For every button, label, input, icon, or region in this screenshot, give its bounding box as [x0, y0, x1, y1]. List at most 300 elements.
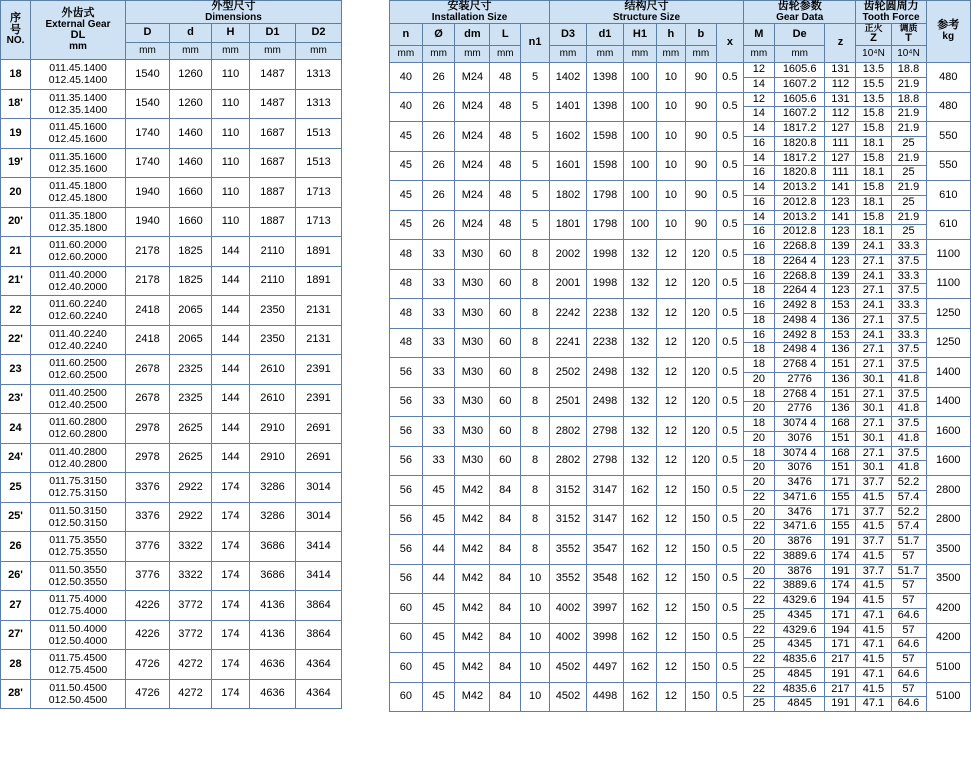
row-D1: 2910 [250, 443, 296, 473]
row-M-1: 18 [743, 358, 774, 373]
row-weight: 1600 [926, 417, 970, 447]
row-D1: 1887 [250, 178, 296, 208]
row-x: 0.5 [716, 564, 743, 594]
row-z-2: 112 [825, 77, 856, 92]
row-no: 22' [1, 325, 31, 355]
col-no-header [1, 1, 31, 60]
row-H1: 162 [624, 682, 657, 712]
row-hole-dia: 44 [422, 564, 455, 594]
row-x: 0.5 [716, 387, 743, 417]
row-force-normalize-2: 15.5 [856, 77, 891, 92]
row-force-quench-1: 33.3 [891, 240, 926, 255]
row-L: 84 [490, 505, 521, 535]
row-d1: 3547 [586, 535, 623, 565]
row-hole-dia: 26 [422, 181, 455, 211]
row-D2: 1313 [296, 60, 342, 90]
row-De-1: 3074 4 [774, 446, 825, 461]
row-dl-code-2: 012.60.2500 [48, 369, 108, 382]
row-z-2: 136 [825, 313, 856, 328]
col-n-header: n [390, 24, 423, 46]
row-z-1: 217 [825, 653, 856, 668]
col-quench-cn: 调质 [899, 23, 918, 34]
row-dl-codes [31, 591, 126, 621]
row-De-2: 4345 [774, 608, 825, 623]
row-dl-codes [31, 650, 126, 680]
row-b: 120 [685, 358, 716, 388]
row-force-quench-1: 52.2 [891, 476, 926, 491]
row-force-quench-2: 25 [891, 136, 926, 151]
row-n: 48 [390, 328, 423, 358]
row-force-normalize-1: 13.5 [856, 63, 891, 78]
row-weight: 550 [926, 122, 970, 152]
row-dm: M42 [455, 535, 490, 565]
row-D3: 1802 [549, 181, 586, 211]
row-b: 150 [685, 682, 716, 712]
row-n: 56 [390, 446, 423, 476]
row-M-1: 14 [743, 181, 774, 196]
row-force-quench-2: 64.6 [891, 638, 926, 653]
row-hole-dia: 33 [422, 417, 455, 447]
row-H1: 132 [624, 417, 657, 447]
row-b: 120 [685, 299, 716, 329]
row-force-normalize-2: 30.1 [856, 461, 891, 476]
table-row [390, 387, 971, 402]
row-force-normalize-2: 18.1 [856, 136, 891, 151]
row-dl-code-1: 011.60.2000 [49, 239, 107, 252]
row-dl-code-1: 011.60.2800 [49, 416, 107, 429]
row-z-1: 127 [825, 151, 856, 166]
row-M-1: 18 [743, 417, 774, 432]
row-n1: 5 [521, 210, 550, 240]
row-force-normalize-1: 27.1 [856, 387, 891, 402]
row-De-2: 2012.8 [774, 195, 825, 210]
row-D1: 3686 [250, 532, 296, 562]
row-D3: 2501 [549, 387, 586, 417]
row-force-quench-1: 33.3 [891, 269, 926, 284]
row-De-1: 3876 [774, 535, 825, 550]
row-z-1: 131 [825, 63, 856, 78]
row-hole-dia: 26 [422, 122, 455, 152]
row-force-quench-1: 57 [891, 623, 926, 638]
row-De-1: 3074 4 [774, 417, 825, 432]
table-row [390, 594, 971, 609]
table-row [390, 240, 971, 255]
row-h: 10 [656, 151, 685, 181]
row-force-quench-2: 37.5 [891, 284, 926, 299]
row-hole-dia: 33 [422, 358, 455, 388]
table-row [1, 89, 342, 119]
row-d1: 2238 [586, 328, 623, 358]
row-force-normalize-1: 15.8 [856, 210, 891, 225]
row-dl-code-1: 011.45.1800 [49, 180, 107, 193]
row-z-2: 151 [825, 461, 856, 476]
col-De-header: De [774, 24, 825, 46]
row-dl-code-1: 011.60.2500 [49, 357, 107, 370]
row-De-2: 1820.8 [774, 136, 825, 151]
row-d1: 1398 [586, 92, 623, 122]
gear-group-header [743, 1, 856, 24]
row-D: 4226 [126, 591, 170, 621]
row-h: 12 [656, 269, 685, 299]
gear-group-cn: 齿轮参数 [777, 0, 822, 12]
row-dl-code-1: 011.45.1400 [49, 62, 107, 75]
row-h: 12 [656, 682, 685, 712]
row-d1: 2798 [586, 446, 623, 476]
table-row [1, 473, 342, 503]
row-D1: 4636 [250, 679, 296, 709]
table-row [1, 502, 342, 532]
row-dl-code-2: 012.45.1600 [48, 133, 108, 146]
row-dl-code-1: 011.40.2800 [49, 445, 107, 458]
row-z-1: 171 [825, 476, 856, 491]
row-no: 23' [1, 384, 31, 414]
row-D2: 1891 [296, 266, 342, 296]
row-D: 2178 [126, 237, 170, 267]
row-weight: 3500 [926, 564, 970, 594]
col-d-header: d [170, 24, 212, 43]
row-M-1: 22 [743, 623, 774, 638]
row-D3: 4502 [549, 653, 586, 683]
row-z-2: 123 [825, 195, 856, 210]
row-D2: 4364 [296, 679, 342, 709]
row-De-2: 4845 [774, 697, 825, 712]
row-force-normalize-1: 24.1 [856, 269, 891, 284]
row-force-quench-2: 37.5 [891, 343, 926, 358]
row-weight: 1250 [926, 299, 970, 329]
row-h: 10 [656, 92, 685, 122]
row-dl-codes [31, 266, 126, 296]
row-D: 1940 [126, 178, 170, 208]
row-De-2: 3076 [774, 461, 825, 476]
row-dl-code-1: 011.35.1600 [49, 150, 107, 163]
row-D2: 2691 [296, 443, 342, 473]
row-x: 0.5 [716, 122, 743, 152]
col-x-header: x [716, 24, 743, 63]
row-hole-dia: 45 [422, 653, 455, 683]
row-n: 48 [390, 299, 423, 329]
row-L: 60 [490, 417, 521, 447]
row-n: 45 [390, 181, 423, 211]
row-H1: 132 [624, 387, 657, 417]
row-L: 60 [490, 328, 521, 358]
row-hole-dia: 26 [422, 210, 455, 240]
row-M-1: 14 [743, 151, 774, 166]
row-b: 90 [685, 151, 716, 181]
table-row [1, 591, 342, 621]
row-weight: 3500 [926, 535, 970, 565]
row-M-1: 16 [743, 299, 774, 314]
row-b: 90 [685, 210, 716, 240]
row-hole-dia: 33 [422, 240, 455, 270]
row-De-1: 1817.2 [774, 122, 825, 137]
table-row [1, 119, 342, 149]
col-quench-header [891, 24, 926, 46]
gear-data-table [389, 0, 971, 712]
row-dm: M42 [455, 476, 490, 506]
row-De-2: 1820.8 [774, 166, 825, 181]
row-x: 0.5 [716, 535, 743, 565]
row-z-2: 174 [825, 549, 856, 564]
row-no: 19 [1, 119, 31, 149]
row-dl-code-2: 012.75.3550 [48, 546, 108, 559]
row-D3: 1602 [549, 122, 586, 152]
row-h: 10 [656, 181, 685, 211]
row-D1: 1687 [250, 148, 296, 178]
row-D: 3776 [126, 532, 170, 562]
row-H1: 100 [624, 181, 657, 211]
row-force-normalize-1: 27.1 [856, 358, 891, 373]
row-D2: 1513 [296, 148, 342, 178]
row-force-quench-1: 57 [891, 682, 926, 697]
row-n: 56 [390, 564, 423, 594]
row-H: 174 [212, 561, 250, 591]
row-dl-code-2: 012.75.4000 [48, 605, 108, 618]
col-no-header-en: NO. [6, 35, 25, 47]
row-force-normalize-1: 41.5 [856, 623, 891, 638]
row-De-1: 2013.2 [774, 210, 825, 225]
row-dl-codes [31, 237, 126, 267]
row-force-quench-1: 51.7 [891, 535, 926, 550]
row-weight: 5100 [926, 682, 970, 712]
row-M-2: 20 [743, 431, 774, 446]
row-d: 2065 [170, 325, 212, 355]
row-H: 110 [212, 89, 250, 119]
row-D3: 4002 [549, 594, 586, 624]
row-b: 90 [685, 63, 716, 93]
row-weight: 480 [926, 92, 970, 122]
tooth-force-group-en: Tooth Force [862, 11, 920, 23]
row-force-normalize-2: 18.1 [856, 166, 891, 181]
row-force-quench-1: 37.5 [891, 387, 926, 402]
row-b: 90 [685, 122, 716, 152]
row-D: 3376 [126, 473, 170, 503]
row-z-1: 139 [825, 269, 856, 284]
row-D3: 1801 [549, 210, 586, 240]
row-d1: 1798 [586, 181, 623, 211]
row-force-quench-2: 25 [891, 195, 926, 210]
table-row [1, 148, 342, 178]
row-M-2: 14 [743, 77, 774, 92]
row-dl-code-1: 011.60.2240 [49, 298, 107, 311]
row-force-quench-1: 52.2 [891, 505, 926, 520]
row-D1: 4136 [250, 591, 296, 621]
row-dl-codes [31, 119, 126, 149]
row-n1: 8 [521, 446, 550, 476]
row-no: 21 [1, 237, 31, 267]
row-d: 1260 [170, 89, 212, 119]
row-force-normalize-1: 27.1 [856, 446, 891, 461]
row-M-1: 18 [743, 446, 774, 461]
table-row [1, 325, 342, 355]
row-dl-code-2: 012.50.4000 [48, 634, 108, 647]
row-H: 110 [212, 207, 250, 237]
table-row [390, 269, 971, 284]
row-n: 56 [390, 417, 423, 447]
row-force-normalize-1: 15.8 [856, 151, 891, 166]
row-D: 1940 [126, 207, 170, 237]
row-L: 84 [490, 653, 521, 683]
dimensions-table [0, 0, 342, 709]
row-L: 84 [490, 564, 521, 594]
row-force-normalize-1: 15.8 [856, 181, 891, 196]
row-M-2: 22 [743, 579, 774, 594]
row-force-normalize-2: 27.1 [856, 313, 891, 328]
row-h: 12 [656, 476, 685, 506]
row-b: 90 [685, 181, 716, 211]
row-dl-codes [31, 148, 126, 178]
table-row [390, 210, 971, 225]
row-n1: 5 [521, 181, 550, 211]
row-hole-dia: 33 [422, 328, 455, 358]
row-force-normalize-1: 24.1 [856, 240, 891, 255]
row-n1: 5 [521, 122, 550, 152]
row-b: 120 [685, 446, 716, 476]
table-row [390, 446, 971, 461]
row-D: 4726 [126, 650, 170, 680]
row-M-2: 20 [743, 402, 774, 417]
row-d1: 4497 [586, 653, 623, 683]
row-dl-code-1: 011.75.4000 [49, 593, 107, 606]
row-dl-code-1: 011.45.1600 [49, 121, 107, 134]
row-weight: 1100 [926, 240, 970, 270]
col-d1-header: d1 [586, 24, 623, 46]
col-M-unit: mm [743, 46, 774, 63]
row-d1: 3997 [586, 594, 623, 624]
row-x: 0.5 [716, 299, 743, 329]
row-De-2: 3076 [774, 431, 825, 446]
row-force-normalize-2: 41.5 [856, 579, 891, 594]
col-dia-header: Ø [422, 24, 455, 46]
table-row [390, 417, 971, 432]
row-d: 2325 [170, 355, 212, 385]
row-force-quench-2: 21.9 [891, 107, 926, 122]
row-force-quench-1: 33.3 [891, 299, 926, 314]
col-dl-header [31, 1, 126, 60]
row-n1: 8 [521, 535, 550, 565]
row-L: 60 [490, 387, 521, 417]
row-M-2: 22 [743, 549, 774, 564]
row-force-quench-2: 57 [891, 549, 926, 564]
row-M-2: 18 [743, 254, 774, 269]
row-b: 150 [685, 564, 716, 594]
table-row [1, 296, 342, 326]
col-De-unit: mm [774, 46, 825, 63]
col-dl-header-code: DL [70, 29, 86, 42]
row-weight: 2800 [926, 505, 970, 535]
row-H1: 132 [624, 299, 657, 329]
row-d: 3772 [170, 620, 212, 650]
row-D1: 1887 [250, 207, 296, 237]
row-D: 2678 [126, 384, 170, 414]
row-x: 0.5 [716, 594, 743, 624]
row-H1: 162 [624, 535, 657, 565]
row-hole-dia: 26 [422, 63, 455, 93]
table-row [390, 476, 971, 491]
row-b: 90 [685, 92, 716, 122]
row-force-normalize-2: 41.5 [856, 549, 891, 564]
tooth-force-group-header [856, 1, 926, 24]
row-L: 48 [490, 63, 521, 93]
row-H: 174 [212, 473, 250, 503]
col-D3-unit: mm [549, 46, 586, 63]
row-De-2: 1607.2 [774, 77, 825, 92]
row-M-2: 25 [743, 667, 774, 682]
row-force-quench-2: 64.6 [891, 667, 926, 682]
row-no: 26' [1, 561, 31, 591]
row-d: 1460 [170, 148, 212, 178]
row-weight: 480 [926, 63, 970, 93]
row-z-1: 141 [825, 210, 856, 225]
col-normalize-unit: 10⁴N [856, 46, 891, 63]
row-dm: M24 [455, 210, 490, 240]
row-d: 1660 [170, 178, 212, 208]
row-n1: 10 [521, 594, 550, 624]
row-n: 60 [390, 623, 423, 653]
row-force-normalize-2: 27.1 [856, 254, 891, 269]
row-H: 174 [212, 650, 250, 680]
dimensions-group-header [126, 1, 342, 24]
row-n1: 10 [521, 653, 550, 683]
row-b: 150 [685, 476, 716, 506]
row-n: 48 [390, 269, 423, 299]
row-force-normalize-2: 15.8 [856, 107, 891, 122]
row-dl-code-2: 012.35.1800 [48, 221, 108, 234]
row-D1: 2110 [250, 266, 296, 296]
row-De-1: 2492 8 [774, 328, 825, 343]
row-H1: 100 [624, 63, 657, 93]
row-force-normalize-1: 37.7 [856, 505, 891, 520]
row-n1: 5 [521, 63, 550, 93]
row-dl-code-2: 012.40.2000 [48, 280, 108, 293]
row-n: 40 [390, 63, 423, 93]
row-x: 0.5 [716, 682, 743, 712]
row-hole-dia: 45 [422, 505, 455, 535]
row-L: 84 [490, 594, 521, 624]
row-M-2: 22 [743, 520, 774, 535]
row-M-2: 16 [743, 225, 774, 240]
row-dm: M30 [455, 387, 490, 417]
row-x: 0.5 [716, 269, 743, 299]
dimensions-group-cn: 外型尺寸 [211, 0, 256, 12]
row-n1: 8 [521, 417, 550, 447]
row-M-1: 16 [743, 240, 774, 255]
row-H1: 132 [624, 269, 657, 299]
row-H: 174 [212, 679, 250, 709]
row-force-quench-2: 41.8 [891, 461, 926, 476]
weight-header-cn1: 参考 [937, 19, 960, 32]
row-force-quench-1: 57 [891, 594, 926, 609]
row-H1: 132 [624, 446, 657, 476]
row-H: 144 [212, 384, 250, 414]
row-D2: 1713 [296, 207, 342, 237]
row-hole-dia: 26 [422, 92, 455, 122]
row-z-1: 171 [825, 505, 856, 520]
row-D1: 1487 [250, 89, 296, 119]
row-force-quench-2: 57.4 [891, 520, 926, 535]
row-D1: 2350 [250, 325, 296, 355]
row-M-1: 20 [743, 564, 774, 579]
row-n: 45 [390, 210, 423, 240]
row-z-2: 136 [825, 372, 856, 387]
row-De-2: 2264 4 [774, 284, 825, 299]
row-dl-codes [31, 561, 126, 591]
row-z-2: 123 [825, 225, 856, 240]
row-H: 174 [212, 591, 250, 621]
row-h: 12 [656, 417, 685, 447]
row-x: 0.5 [716, 63, 743, 93]
row-no: 26 [1, 532, 31, 562]
row-dl-code-1: 011.40.2500 [49, 386, 107, 399]
